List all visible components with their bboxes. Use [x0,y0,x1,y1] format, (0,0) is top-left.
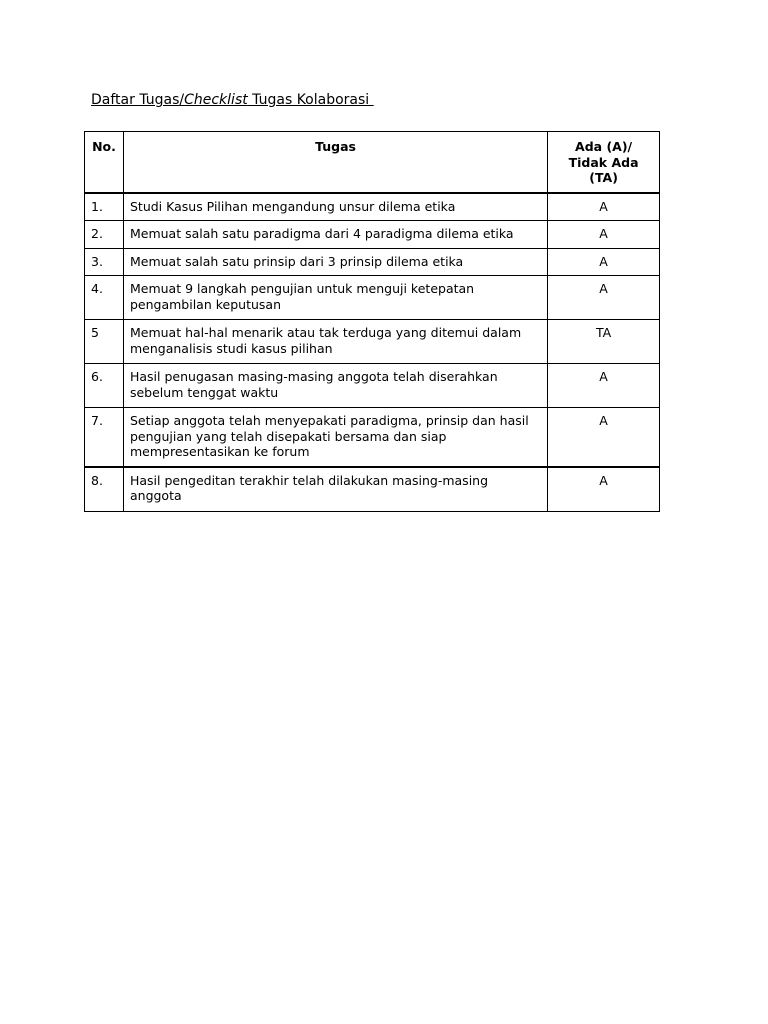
header-task: Tugas [123,132,547,193]
row-task: Memuat hal-hal menarik atau tak terduga yang ditemui dalam menganalisis studi kasus pilihan [123,320,547,364]
row-status: TA [548,320,660,364]
row-number: 4. [85,276,124,320]
row-task: Setiap anggota telah menyepakati paradigma, prinsip dan hasil pengujian yang telah disepakati bersama dan siap mempresentasikan ke forum [123,408,547,467]
table-row [85,467,660,512]
row-task: Memuat salah satu prinsip dari 3 prinsip dilema etika [123,248,547,276]
checklist-table [84,131,660,512]
row-task: Memuat salah satu paradigma dari 4 paradigma dilema etika [123,221,547,249]
row-status: A [548,276,660,320]
table-row [85,364,660,408]
row-number: 8. [85,467,124,512]
row-task: Memuat 9 langkah pengujian untuk menguji ketepatan pengambilan keputusan [123,276,547,320]
table-row [85,248,660,276]
row-status: A [548,467,660,512]
row-status: A [548,248,660,276]
table-row [85,221,660,249]
table-row [85,408,660,467]
header-no: No. [85,132,124,193]
row-number: 5 [85,320,124,364]
row-status: A [548,364,660,408]
header-status: Ada (A)/ Tidak Ada (TA) [548,132,660,193]
table-row [85,320,660,364]
row-status: A [548,408,660,467]
row-number: 1. [85,193,124,221]
row-status: A [548,193,660,221]
row-number: 6. [85,364,124,408]
row-status: A [548,221,660,249]
title-prefix: Daftar Tugas/ [91,92,185,108]
row-number: 7. [85,408,124,467]
table-row [85,276,660,320]
title-italic: Checklist [184,92,248,108]
row-number: 2. [85,221,124,249]
table-row [85,193,660,221]
title-suffix: Tugas Kolaborasi [247,92,374,108]
document-title [91,92,374,108]
row-task: Studi Kasus Pilihan mengandung unsur dilema etika [123,193,547,221]
row-number: 3. [85,248,124,276]
row-task: Hasil penugasan masing-masing anggota telah diserahkan sebelum tenggat waktu [123,364,547,408]
row-task: Hasil pengeditan terakhir telah dilakukan masing-masing anggota [123,467,547,512]
table-header-row [85,132,660,193]
